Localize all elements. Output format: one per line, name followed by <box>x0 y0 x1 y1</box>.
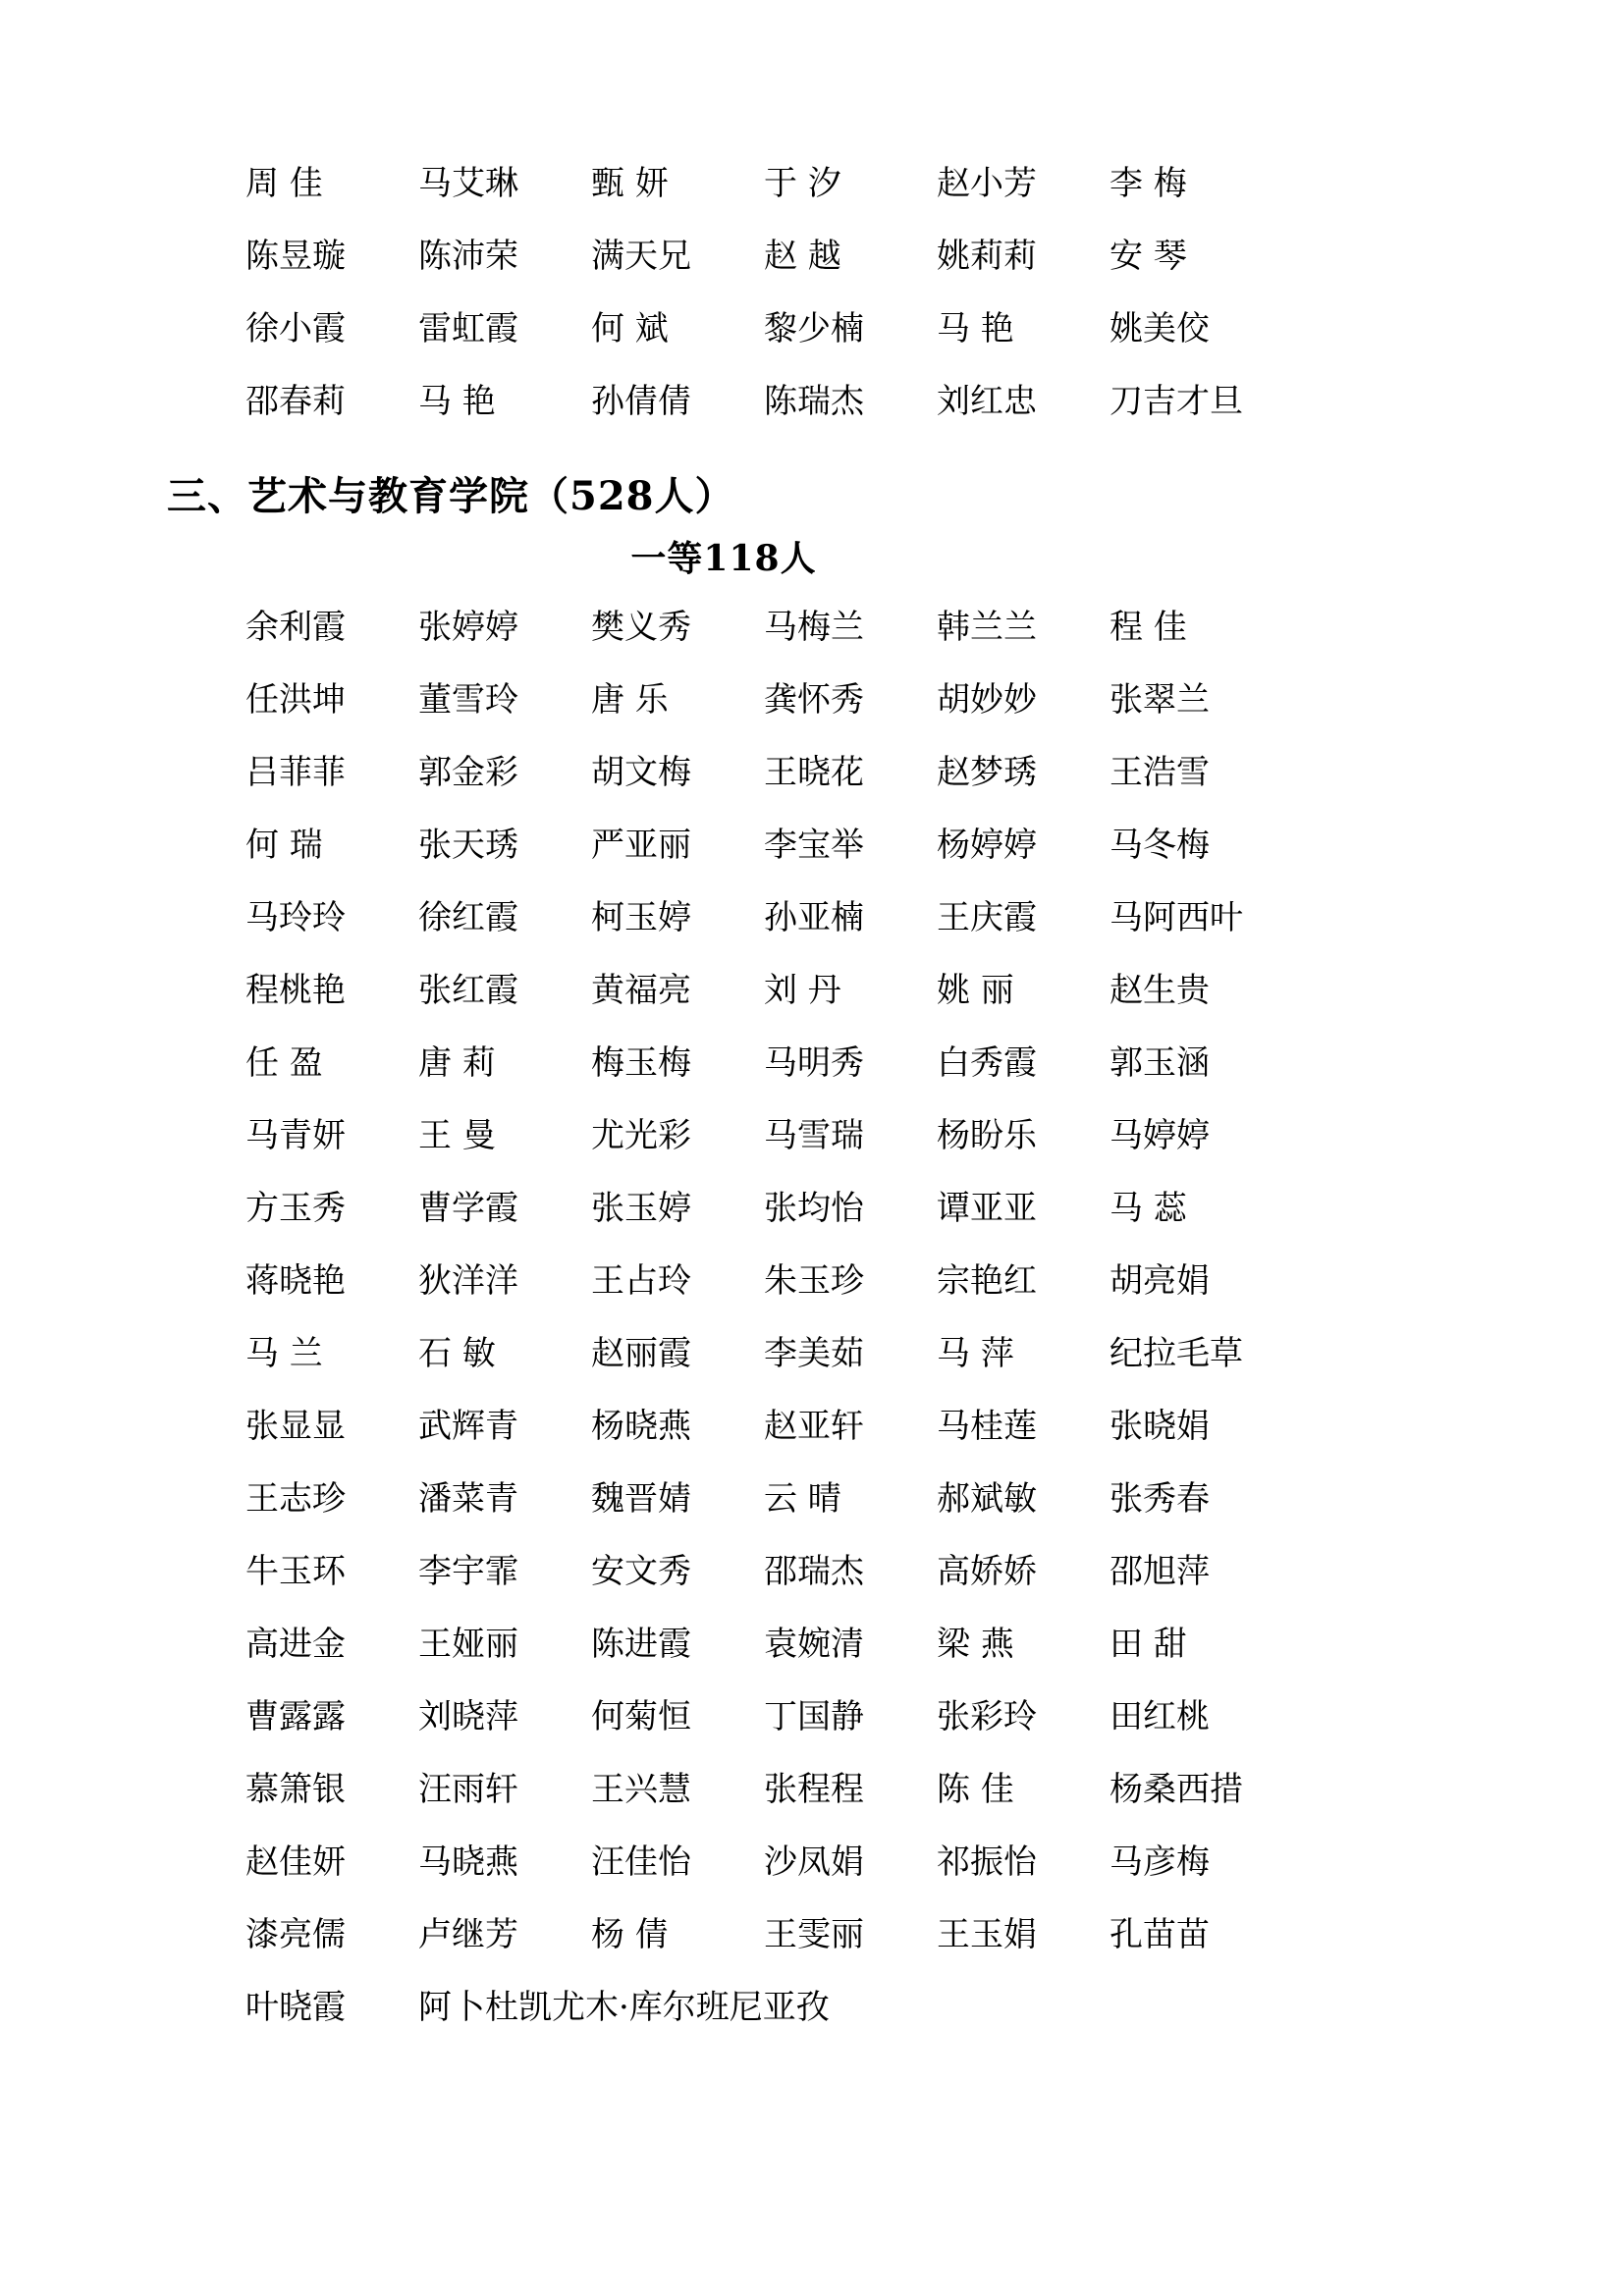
name-cell: 刀吉才旦 <box>1110 382 1243 421</box>
name-cell: 马青妍 <box>245 1116 346 1155</box>
name-cell: 汪佳怡 <box>591 1842 691 1882</box>
name-cell: 高进金 <box>245 1625 346 1664</box>
name-cell: 胡亮娟 <box>1110 1261 1210 1301</box>
name-cell: 王庆霞 <box>937 898 1037 937</box>
name-cell: 张婷婷 <box>418 608 518 647</box>
name-cell: 王占玲 <box>591 1261 691 1301</box>
name-cell: 赵丽霞 <box>591 1334 691 1373</box>
name-cell: 王 曼 <box>418 1116 496 1155</box>
name-cell: 吕菲菲 <box>245 753 346 792</box>
name-cell: 马婷婷 <box>1110 1116 1210 1155</box>
name-cell: 刘红忠 <box>937 382 1037 421</box>
name-cell: 云 晴 <box>764 1479 841 1519</box>
name-cell: 王浩雪 <box>1110 753 1210 792</box>
name-cell: 马 萍 <box>937 1334 1014 1373</box>
name-cell: 漆亮儒 <box>245 1915 346 1954</box>
name-cell: 赵小芳 <box>937 164 1037 203</box>
main-name-list <box>167 591 1457 2044</box>
name-cell: 曹学霞 <box>418 1189 518 1228</box>
name-cell: 李宇霏 <box>418 1552 518 1591</box>
name-cell: 孔苗苗 <box>1110 1915 1210 1954</box>
name-cell: 朱玉珍 <box>764 1261 864 1301</box>
name-cell: 赵 越 <box>764 237 841 276</box>
name-cell: 马雪瑞 <box>764 1116 864 1155</box>
table-row <box>245 1826 1286 1898</box>
name-cell: 马明秀 <box>764 1043 864 1083</box>
name-cell: 黎少楠 <box>764 309 864 348</box>
name-cell: 刘晓萍 <box>418 1697 518 1736</box>
name-cell: 沙凤娟 <box>764 1842 864 1882</box>
name-cell: 安文秀 <box>591 1552 691 1591</box>
name-cell: 谭亚亚 <box>937 1189 1037 1228</box>
name-cell: 王雯丽 <box>764 1915 864 1954</box>
name-cell: 安 琴 <box>1110 237 1187 276</box>
name-cell: 狄洋洋 <box>418 1261 518 1301</box>
name-cell: 袁婉清 <box>764 1625 864 1664</box>
name-cell: 周 佳 <box>245 164 323 203</box>
name-cell: 龚怀秀 <box>764 680 864 720</box>
rank-heading: 一等118人 <box>630 538 817 579</box>
name-cell: 曹露露 <box>245 1697 346 1736</box>
name-cell: 郝斌敏 <box>937 1479 1037 1519</box>
name-cell: 王玉娟 <box>937 1915 1037 1954</box>
table-row <box>245 664 1286 736</box>
name-cell: 汪雨轩 <box>418 1770 518 1809</box>
name-cell: 董雪玲 <box>418 680 518 720</box>
name-cell: 白秀霞 <box>937 1043 1037 1083</box>
name-cell: 韩兰兰 <box>937 608 1037 647</box>
top-name-list <box>167 147 1457 438</box>
table-row <box>245 1172 1286 1245</box>
table-row <box>245 1245 1286 1317</box>
name-cell: 陈瑞杰 <box>764 382 864 421</box>
name-cell: 任 盈 <box>245 1043 323 1083</box>
table-row <box>245 954 1286 1027</box>
name-cell: 刘 丹 <box>764 971 841 1010</box>
name-cell: 杨 倩 <box>591 1915 669 1954</box>
table-row <box>245 1099 1286 1172</box>
name-cell: 高娇娇 <box>937 1552 1037 1591</box>
name-cell: 马晓燕 <box>418 1842 518 1882</box>
name-cell: 马冬梅 <box>1110 826 1210 865</box>
name-cell: 杨婷婷 <box>937 826 1037 865</box>
section-heading: 三、艺术与教育学院（528人） <box>167 473 735 519</box>
name-cell: 张玉婷 <box>591 1189 691 1228</box>
table-row <box>245 1463 1286 1535</box>
name-cell: 郭玉涵 <box>1110 1043 1210 1083</box>
name-cell: 胡文梅 <box>591 753 691 792</box>
name-cell: 马 艳 <box>937 309 1014 348</box>
name-cell: 赵梦琇 <box>937 753 1037 792</box>
table-row <box>245 293 1286 365</box>
table-row <box>245 1898 1286 1971</box>
name-cell: 慕箫银 <box>245 1770 346 1809</box>
table-row <box>245 809 1286 881</box>
name-cell: 赵亚轩 <box>764 1407 864 1446</box>
name-cell: 陈进霞 <box>591 1625 691 1664</box>
name-cell: 黄福亮 <box>591 971 691 1010</box>
name-cell: 张均怡 <box>764 1189 864 1228</box>
table-row <box>245 1535 1286 1608</box>
name-cell: 马梅兰 <box>764 608 864 647</box>
name-cell: 马 蕊 <box>1110 1189 1187 1228</box>
table-row <box>245 591 1286 664</box>
table-row <box>245 881 1286 954</box>
name-cell: 邵旭萍 <box>1110 1552 1210 1591</box>
name-cell: 田 甜 <box>1110 1625 1187 1664</box>
name-cell: 杨桑西措 <box>1110 1770 1243 1809</box>
name-cell: 丁国静 <box>764 1697 864 1736</box>
table-row <box>245 1027 1286 1099</box>
name-cell: 张秀春 <box>1110 1479 1210 1519</box>
name-cell: 姚莉莉 <box>937 237 1037 276</box>
table-row <box>245 365 1286 438</box>
name-cell: 张程程 <box>764 1770 864 1809</box>
name-cell: 尤光彩 <box>591 1116 691 1155</box>
name-cell: 梁 燕 <box>937 1625 1014 1664</box>
table-row <box>245 220 1286 293</box>
name-cell: 纪拉毛草 <box>1110 1334 1243 1373</box>
name-cell: 何 斌 <box>591 309 669 348</box>
name-cell: 张翠兰 <box>1110 680 1210 720</box>
name-cell: 邵瑞杰 <box>764 1552 864 1591</box>
table-row <box>245 1390 1286 1463</box>
table-row <box>245 736 1286 809</box>
name-cell: 徐红霞 <box>418 898 518 937</box>
table-row <box>245 147 1286 220</box>
name-cell: 张天琇 <box>418 826 518 865</box>
name-cell: 甄 妍 <box>591 164 669 203</box>
name-cell: 马彦梅 <box>1110 1842 1210 1882</box>
name-cell: 任洪坤 <box>245 680 346 720</box>
name-cell: 王志珍 <box>245 1479 346 1519</box>
name-cell: 石 敏 <box>418 1334 496 1373</box>
name-cell: 张显显 <box>245 1407 346 1446</box>
name-cell: 李宝举 <box>764 826 864 865</box>
table-row <box>245 1317 1286 1390</box>
table-row <box>245 1753 1286 1826</box>
name-cell: 严亚丽 <box>591 826 691 865</box>
name-cell: 张红霞 <box>418 971 518 1010</box>
name-cell: 卢继芳 <box>418 1915 518 1954</box>
name-cell: 孙亚楠 <box>764 898 864 937</box>
name-cell: 陈 佳 <box>937 1770 1014 1809</box>
name-cell: 田红桃 <box>1110 1697 1210 1736</box>
name-cell: 杨晓燕 <box>591 1407 691 1446</box>
name-cell: 方玉秀 <box>245 1189 346 1228</box>
name-cell: 祁振怡 <box>937 1842 1037 1882</box>
name-cell: 程桃艳 <box>245 971 346 1010</box>
name-cell: 李 梅 <box>1110 164 1187 203</box>
name-cell: 胡妙妙 <box>937 680 1037 720</box>
name-cell: 邵春莉 <box>245 382 346 421</box>
name-cell: 孙倩倩 <box>591 382 691 421</box>
name-cell: 姚 丽 <box>937 971 1014 1010</box>
name-cell: 马 兰 <box>245 1334 323 1373</box>
name-cell: 程 佳 <box>1110 608 1187 647</box>
name-cell: 樊义秀 <box>591 608 691 647</box>
name-cell: 叶晓霞 <box>245 1988 346 2027</box>
name-cell: 潘菜青 <box>418 1479 518 1519</box>
name-cell: 牛玉环 <box>245 1552 346 1591</box>
name-cell: 魏晋婧 <box>591 1479 691 1519</box>
name-cell: 武辉青 <box>418 1407 518 1446</box>
table-row <box>245 1971 1286 2044</box>
name-cell: 马桂莲 <box>937 1407 1037 1446</box>
name-cell: 马 艳 <box>418 382 496 421</box>
name-cell: 赵佳妍 <box>245 1842 346 1882</box>
name-cell: 张彩玲 <box>937 1697 1037 1736</box>
name-cell: 何 瑞 <box>245 826 323 865</box>
name-cell: 赵生贵 <box>1110 971 1210 1010</box>
name-cell: 郭金彩 <box>418 753 518 792</box>
name-cell: 蒋晓艳 <box>245 1261 346 1301</box>
name-cell: 于 汐 <box>764 164 841 203</box>
table-row <box>245 1681 1286 1753</box>
name-cell: 徐小霞 <box>245 309 346 348</box>
name-cell: 余利霞 <box>245 608 346 647</box>
name-cell: 张晓娟 <box>1110 1407 1210 1446</box>
name-cell: 陈昱璇 <box>245 237 346 276</box>
name-cell: 唐 乐 <box>591 680 669 720</box>
name-cell: 何菊恒 <box>591 1697 691 1736</box>
name-cell: 李美茹 <box>764 1334 864 1373</box>
name-cell: 柯玉婷 <box>591 898 691 937</box>
table-row <box>245 1608 1286 1681</box>
name-cell: 满天兄 <box>591 237 691 276</box>
name-cell: 唐 莉 <box>418 1043 496 1083</box>
name-cell: 梅玉梅 <box>591 1043 691 1083</box>
name-cell-long: 阿卜杜凯尤木·库尔班尼亚孜 <box>418 1988 830 2027</box>
name-cell: 雷虹霞 <box>418 309 518 348</box>
name-cell: 王娅丽 <box>418 1625 518 1664</box>
name-cell: 陈沛荣 <box>418 237 518 276</box>
name-cell: 马玲玲 <box>245 898 346 937</box>
name-cell: 马艾琳 <box>418 164 518 203</box>
name-cell: 王晓花 <box>764 753 864 792</box>
name-cell: 杨盼乐 <box>937 1116 1037 1155</box>
name-cell: 马阿西叶 <box>1110 898 1243 937</box>
name-cell: 宗艳红 <box>937 1261 1037 1301</box>
name-cell: 姚美佼 <box>1110 309 1210 348</box>
name-cell: 王兴慧 <box>591 1770 691 1809</box>
